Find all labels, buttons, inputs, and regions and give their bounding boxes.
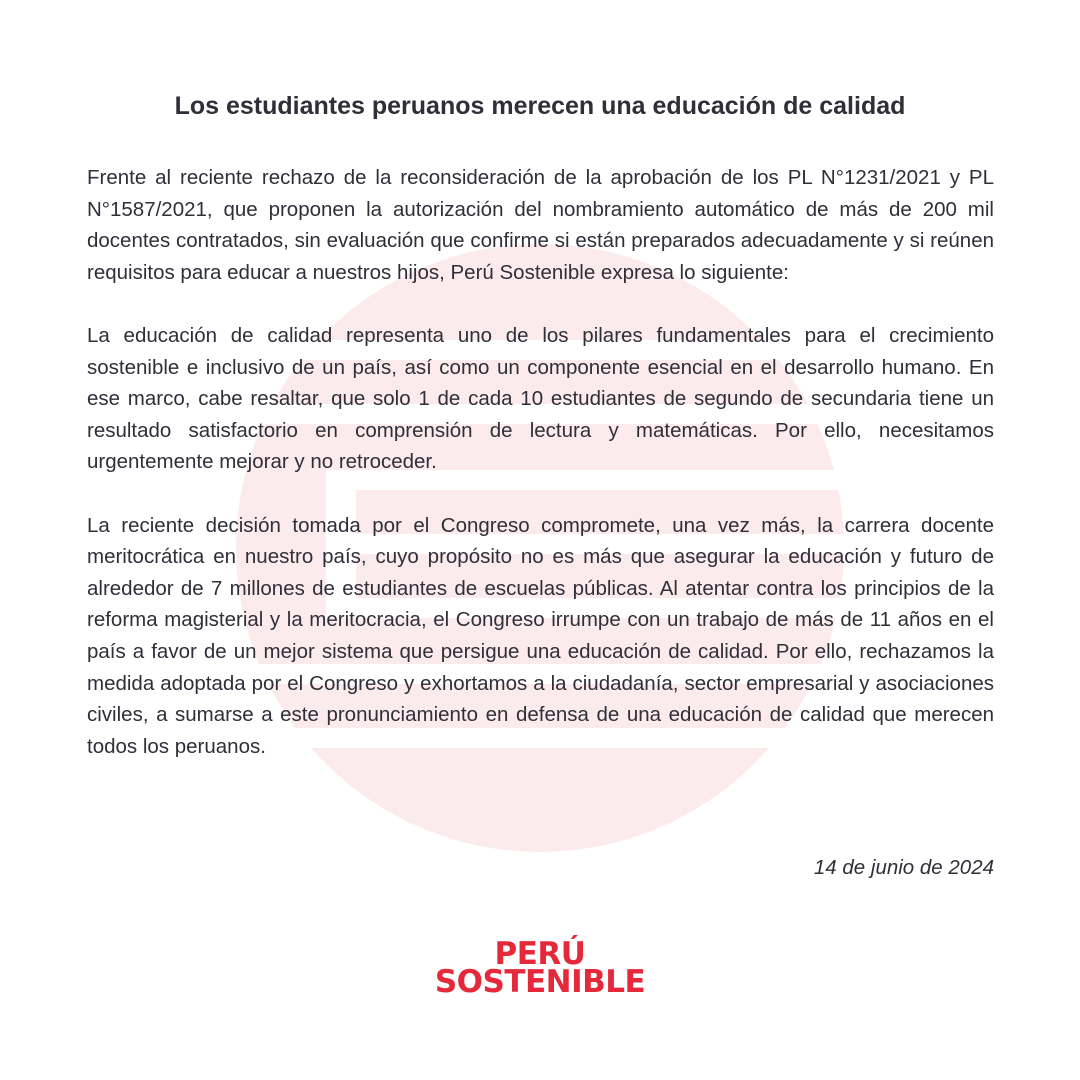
page-title: Los estudiantes peruanos merecen una educación de calidad (174, 92, 906, 120)
statement-date: 14 de junio de 2024 (813, 856, 994, 879)
peru-sostenible-logo (0, 936, 1080, 1000)
logo-line-1: PERÚ (494, 936, 586, 972)
logo-line-2: SOSTENIBLE (434, 964, 646, 1000)
paragraph-quality-education: La educación de calidad representa uno de los pilares fundamentales para el crecimiento sostenible e inclusivo de un país, así como un componente esencial en el desarrollo humano. En ese marco, cabe resaltar, que solo 1 de cada 10 estudiantes de segundo de secundaria tiene un resultado satisfactorio en comprensión de lectura y matemáticas. Por ello, necesitamos urgentemente mejorar y no retroceder. (87, 323, 994, 474)
paragraph-intro: Frente al reciente rechazo de la reconsideración de la aprobación de los PL N°1231/2021 y PL N°1587/2021, que proponen la autorización del nombramiento automático de más de 200 mil docentes contratados, sin evaluación que confirme si están preparados adecuadamente y si reúnen requisitos para educar a nuestros hijos, Perú Sostenible expresa lo siguiente: (87, 166, 994, 284)
paragraph-congress-decision: La reciente decisión tomada por el Congreso compromete, una vez más, la carrera docente meritocrática en nuestro país, cuyo propósito no es más que asegurar la educación y futuro de alrededor de 7 millones de estudiantes de escuelas públicas. Al atentar contra los principios de la reforma magisterial y la meritocracia, el Congreso irrumpe con un trabajo de más de 11 años en el país a favor de un mejor sistema que persigue una educación de calidad. Por ello, rechazamos la medida adoptada por el Congreso y exhortamos a la ciudadanía, sector empresarial y asociaciones civiles, a sumarse a este pronunciamiento en defensa de una educación de calidad que merecen todos los peruanos. (87, 513, 994, 758)
statement-body (87, 162, 994, 762)
